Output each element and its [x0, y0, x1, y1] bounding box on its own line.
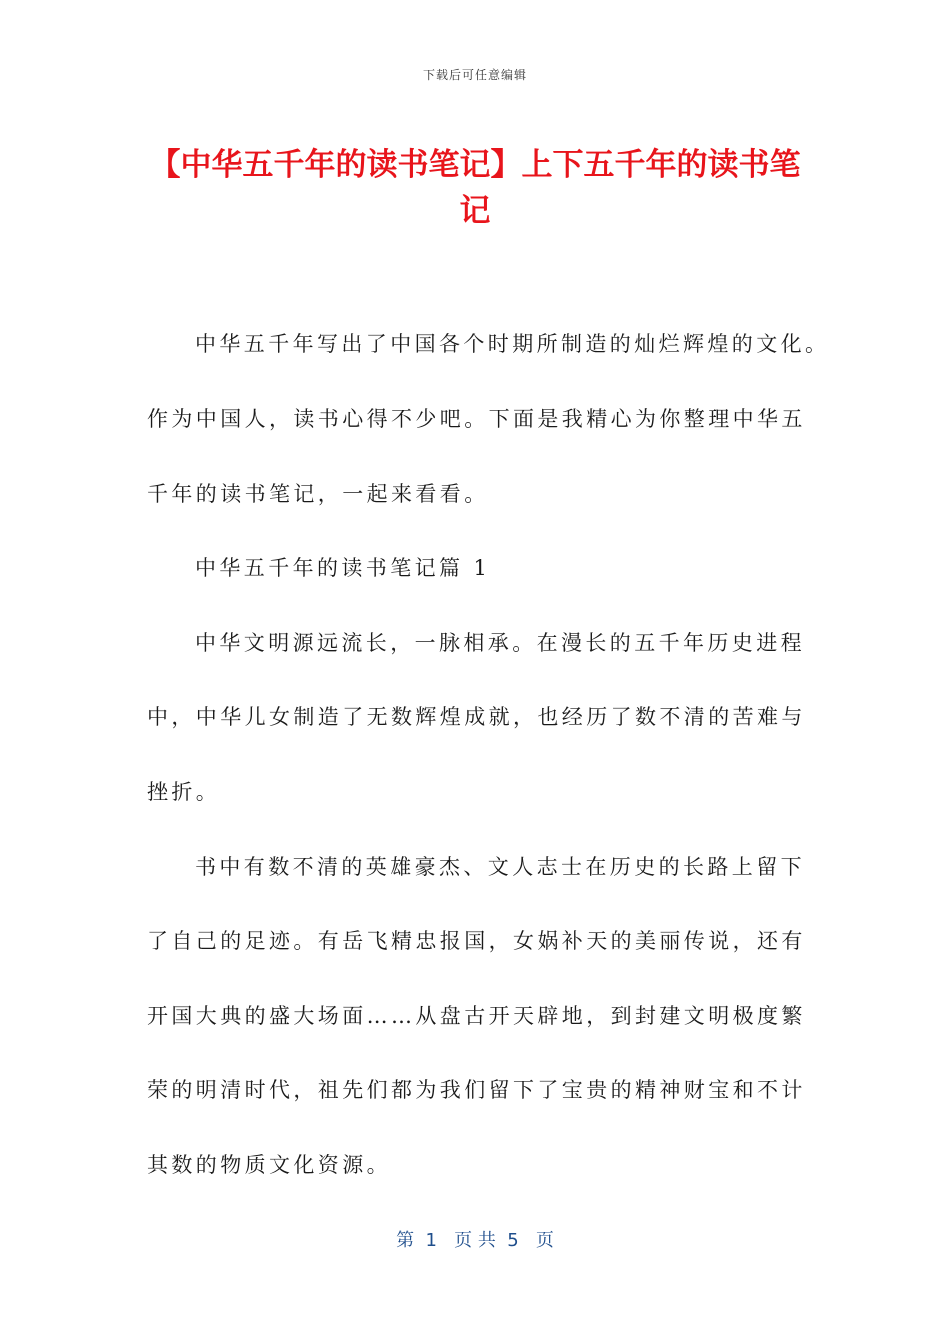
paragraph-line: 千年的读书笔记，一起来看看。 [147, 482, 489, 506]
paragraph-line: 其数的物质文化资源。 [147, 1153, 391, 1177]
paragraph-line: 了自己的足迹。有岳飞精忠报国，女娲补天的美丽传说，还有 [147, 929, 806, 953]
section-heading: 中华五千年的读书笔记篇 1 [195, 556, 491, 580]
paragraph-line: 中，中华儿女制造了无数辉煌成就，也经历了数不清的苦难与 [147, 705, 806, 729]
paragraph-line: 书中有数不清的英雄豪杰、文人志士在历史的长路上留下 [195, 855, 805, 879]
paragraph-line: 开国大典的盛大场面……从盘古开天辟地，到封建文明极度繁 [147, 1004, 806, 1028]
paragraph-line: 挫折。 [147, 780, 221, 804]
paragraph-line: 中华五千年写出了中国各个时期所制造的灿烂辉煌的文化。 [195, 332, 830, 356]
header-note: 下载后可任意编辑 [422, 68, 527, 82]
paragraph-line: 作为中国人，读书心得不少吧。下面是我精心为你整理中华五 [147, 407, 806, 431]
paragraph-line: 荣的明清时代，祖先们都为我们留下了宝贵的精神财宝和不计 [147, 1078, 806, 1102]
document-title: 【中华五千年的读书笔记】上下五千年的读书笔记 [149, 147, 801, 229]
paragraph-line: 中华文明源远流长，一脉相承。在漫长的五千年历史进程 [195, 631, 805, 655]
page-number-footer: 第 1 页 共 5 页 [396, 1230, 554, 1251]
